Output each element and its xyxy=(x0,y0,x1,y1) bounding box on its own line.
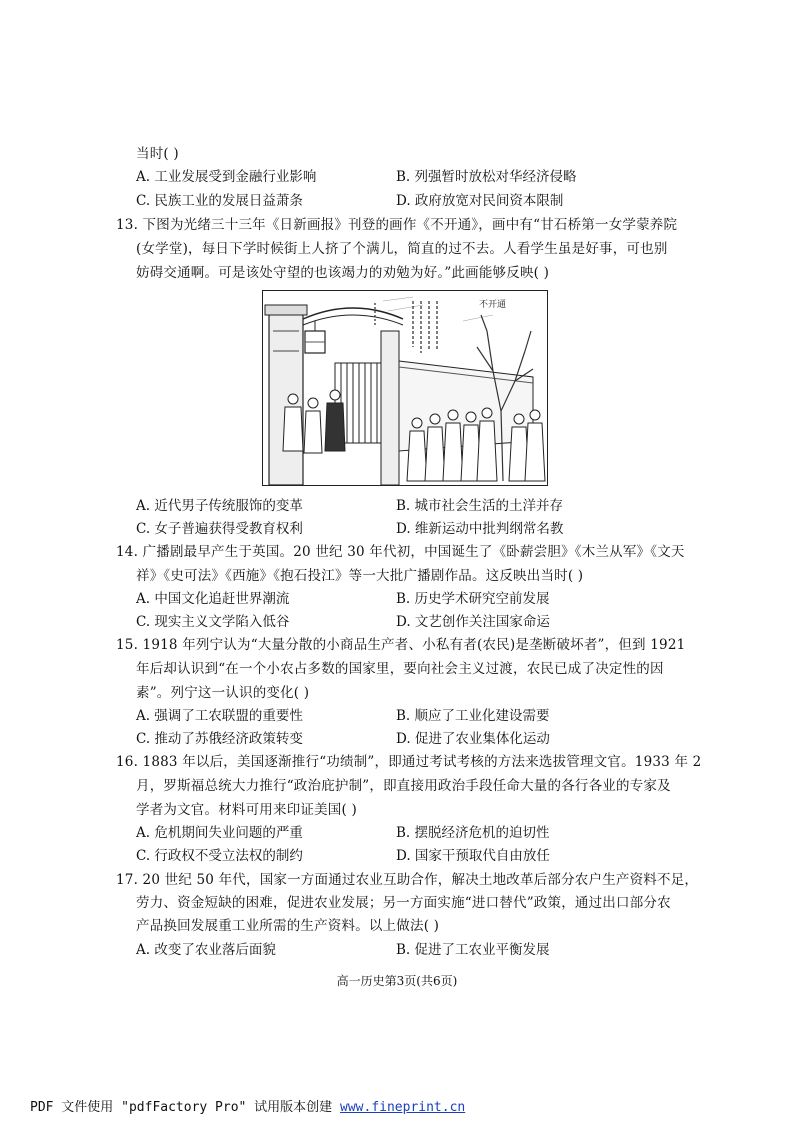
q17-option-a: A. 改变了农业落后面貌 xyxy=(136,942,276,958)
q12-option-c: C. 民族工业的发展日益萧条 xyxy=(136,193,303,209)
q16-stem-line-1: 16. 1883 年以后，美国逐渐推行“功绩制”，即通过考试考核的方法来选拔管理文官。1933 年 2 xyxy=(116,754,702,770)
q15-stem-line-3: 素”。列宁这一认识的变化( ) xyxy=(136,685,310,701)
q15-option-b: B. 顺应了工业化建设需要 xyxy=(396,708,550,724)
q15-option-a: A. 强调了工农联盟的重要性 xyxy=(136,708,303,724)
q13-option-a: A. 近代男子传统服饰的变革 xyxy=(136,498,303,514)
q13-stem-line-2: (女学堂)，每日下学时候街上人挤了个满儿，简直的过不去。人看学生虽是好事，可也别 xyxy=(136,241,668,257)
q13-option-d: D. 维新运动中批判纲常名教 xyxy=(396,521,564,537)
fineprint-link[interactable]: www.fineprint.cn xyxy=(340,1100,466,1115)
q12-option-a: A. 工业发展受到金融行业影响 xyxy=(136,169,317,185)
q14-option-b: B. 历史学术研究空前发展 xyxy=(396,591,550,607)
q16-option-c: C. 行政权不受立法权的制约 xyxy=(136,848,303,864)
q12-stem-end: 当时( ) xyxy=(136,146,179,162)
q12-option-d: D. 政府放宽对民间资本限制 xyxy=(396,193,564,209)
q13-stem-line-3: 妨碍交通啊。可是该处守望的也该竭力的劝勉为好。”此画能够反映( ) xyxy=(136,265,550,281)
illustration-title: 不开通 xyxy=(479,300,507,310)
q14-option-a: A. 中国文化追赶世界潮流 xyxy=(136,591,290,607)
q14-option-c: C. 现实主义文学陷入低谷 xyxy=(136,614,290,630)
q15-option-c: C. 推动了苏俄经济政策转变 xyxy=(136,731,303,747)
q17-stem-line-3: 产品换回发展重工业所需的生产资料。以上做法( ) xyxy=(136,918,440,934)
street-scene-drawing xyxy=(263,291,547,485)
q13-option-b: B. 城市社会生活的土洋并存 xyxy=(396,498,564,514)
q16-stem-line-2: 月，罗斯福总统大力推行“政治庇护制”，即直接用政治手段任命大量的各行各业的专家及 xyxy=(136,778,671,794)
q16-option-d: D. 国家干预取代自由放任 xyxy=(396,848,550,864)
page-footer: 高一历史第3页(共6页) xyxy=(336,974,458,988)
q15-stem-line-2: 年后却认识到“在一个小农占多数的国家里，要向社会主义过渡，农民已成了决定性的因 xyxy=(136,661,664,677)
pdf-creator-note xyxy=(30,1096,465,1115)
pdf-note-text: PDF 文件使用 "pdfFactory Pro" 试用版本创建 xyxy=(30,1100,341,1115)
q14-stem-line-1: 14. 广播剧最早产生于英国。20 世纪 30 年代初，中国诞生了《卧薪尝胆》《木兰从军》《文天 xyxy=(116,544,685,560)
q13-option-c: C. 女子普遍获得受教育权利 xyxy=(136,521,303,537)
q17-stem-line-2: 劳力、资金短缺的困难，促进农业发展；另一方面实施“进口替代”政策，通过出口部分农 xyxy=(136,895,671,911)
q14-option-d: D. 文艺创作关注国家命运 xyxy=(396,614,550,630)
q12-option-b: B. 列强暂时放松对华经济侵略 xyxy=(396,169,577,185)
q15-option-d: D. 促进了农业集体化运动 xyxy=(396,731,550,747)
q14-stem-line-2: 祥》《史可法》《西施》《抱石投江》等一大批广播剧作品。这反映出当时( ) xyxy=(136,568,584,584)
q16-stem-line-3: 学者为文官。材料可用来印证美国( ) xyxy=(136,802,357,818)
q15-stem-line-1: 15. 1918 年列宁认为“大量分散的小商品生产者、小私有者(农民)是垄断破坏者”，但到 1921 xyxy=(116,637,686,653)
q17-stem-line-1: 17. 20 世纪 50 年代，国家一方面通过农业互助合作，解决土地改革后部分农户生产资料不足， xyxy=(116,872,699,888)
q16-option-b: B. 摆脱经济危机的迫切性 xyxy=(396,825,550,841)
q13-stem-line-1: 13. 下图为光绪三十三年《日新画报》刊登的画作《不开通》，画中有“甘石桥第一女学蒙养院 xyxy=(116,217,678,233)
q16-option-a: A. 危机期间失业问题的严重 xyxy=(136,825,303,841)
q17-option-b: B. 促进了工农业平衡发展 xyxy=(396,942,550,958)
q13-illustration xyxy=(262,290,548,486)
